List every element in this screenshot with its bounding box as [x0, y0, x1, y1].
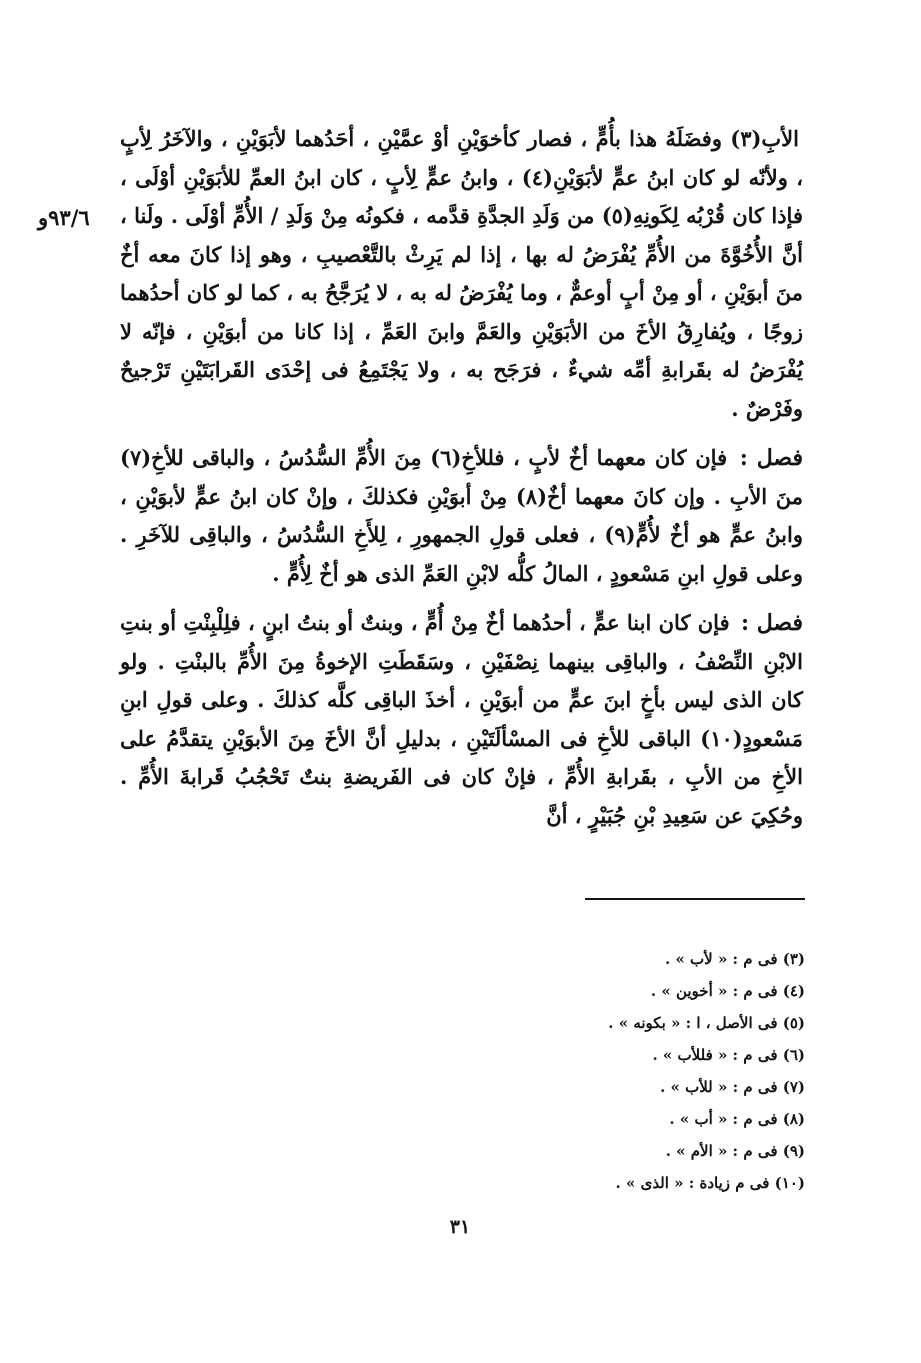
footnote: (٦) فى م : « فللأب » . [652, 1046, 805, 1064]
footnote: (٤) فى م : « أخوين » . [650, 982, 805, 1000]
paragraph-text: فإن كان معهما أخٌ لأبٍ ، فللأخِ(٦) مِنَ الأُمِّ السُّدُسُ ، والباقى للأخِ(٧) منَ الأبِ . وإن كانَ معهما أخٌ(٨) مِنْ أبوَيْنِ فكذلكَ ، وإنْ كان ابنُ عمٍّ لأبوَيْنِ ، وابنُ عمٍّ هو أخٌ لأُمٍّ(٩) ، فعلى قولِ الجمهورِ ، لِلأَخِ السُّدُسُ ، والباقِى للآخَرِ . وعلى قولِ ابنِ مَسْعودٍ ، المالُ كلُّه لابْنِ العَمِّ الذى هو أخٌ لِأُمٍّ . [120, 445, 803, 586]
paragraph-text: فإن كان ابنا عمٍّ ، أحدُهما أخٌ مِنْ أُمٍّ ، وبنتٌ أو بنتُ ابنٍ ، فلِلْبِنْتِ أو بنتِ الابْنِ النِّصْفُ ، والباقِى بينهما نِصْفَيْنِ ، وسَقَطَتِ الإخوةُ مِنَ الأُمِّ بالبنْتِ . ولو كان الذى ليس بأخٍ ابنَ عمٍّ من أبوَيْنِ ، أخذَ الباقِى كلَّه كذلكَ . وعلى قولِ ابنِ مَسْعودٍ(١٠) الباقى للأخِ فى المسْألَتَيْنِ ، بدليلِ أنَّ الأخَ مِنَ الأبوَيْنِ يتقدَّمُ على الأخِ من الأبِ ، بقَرابةِ الأُمِّ ، فإنْ كان فى الفَريضةِ بنتٌ تَحْجُبُ قَرابةَ الأُمِّ . وحُكِيَ عن سَعِيدِ بْنِ جُبَيْرٍ ، أنَّ [120, 610, 803, 828]
manuscript-folio-reference: ٩٣/٦و [38, 205, 90, 230]
paragraph-2 [120, 439, 803, 593]
paragraph-3 [120, 604, 803, 835]
footnote-separator [585, 898, 805, 900]
footnotes-list [420, 943, 805, 1199]
section-lead: فصل : [740, 610, 803, 636]
footnote: (٥) فى الأصل ، ا : « بكونه » . [608, 1014, 805, 1032]
footnote: (٨) فى م : « أب » . [669, 1110, 805, 1128]
main-text [120, 120, 803, 835]
page-number: ٣١ [449, 1216, 471, 1238]
paragraph-1 [120, 120, 803, 428]
section-lead: فصل : [739, 445, 803, 471]
footnote: (٩) فى م : « الأم » . [665, 1142, 805, 1160]
footnote: (٧) فى م : « للأب » . [660, 1078, 805, 1096]
footnote: (٣) فى م : « لأب » . [665, 950, 805, 968]
footnote: (١٠) فى م زيادة : « الذى » . [615, 1174, 805, 1192]
paragraph-text: الأبِ(٣) وفضَلَهُ هذا بأُمٍّ ، فصار كأخوَيْنِ أوْ عمَّيْنِ ، أحَدُهما لأبَوَيْنِ ، والآخَرُ لِأبٍ ، ولأنّه لو كان ابنُ عمٍّ لأبَوَيْنِ(٤) ، وابنُ عمٍّ لِأبٍ ، كان ابنُ العمِّ للأبَوَيْنِ أوْلَى ، فإذا كان قُرْبُه لِكَونِهِ(٥) من وَلَدِ الجدَّةِ قدَّمه ، فكونُه مِنْ وَلَدِ / الأُمِّ أوْلَى . ولَنا ، أنَّ الأُخُوَّةَ من الأُمِّ يُفْرَضُ له بها ، إذا لم يَرِثْ بالتَّعْصيبِ ، وهو إذا كانَ معه أخٌ منَ أبوَيْنِ ، أو مِنْ أبٍ أوعمٌّ ، وما يُفْرَضُ له به ، لا يُرَجَّحُ به ، كما لو كان أحدُهما زوجًا ، ويُفارِقُ الأخَ من الأبَوَيْنِ والعَمَّ وابنَ العَمِّ ، إذا كانا من أبوَيْنِ ، فإنّه لا يُفْرَضُ له بقَرابةِ أمِّه شيءٌ ، فرَجَح به ، ولا يَجْتَمِعُ فى إحْدَى القَرابَتَيْنِ تَرْجيحٌ وفَرْضٌ . [120, 126, 804, 421]
